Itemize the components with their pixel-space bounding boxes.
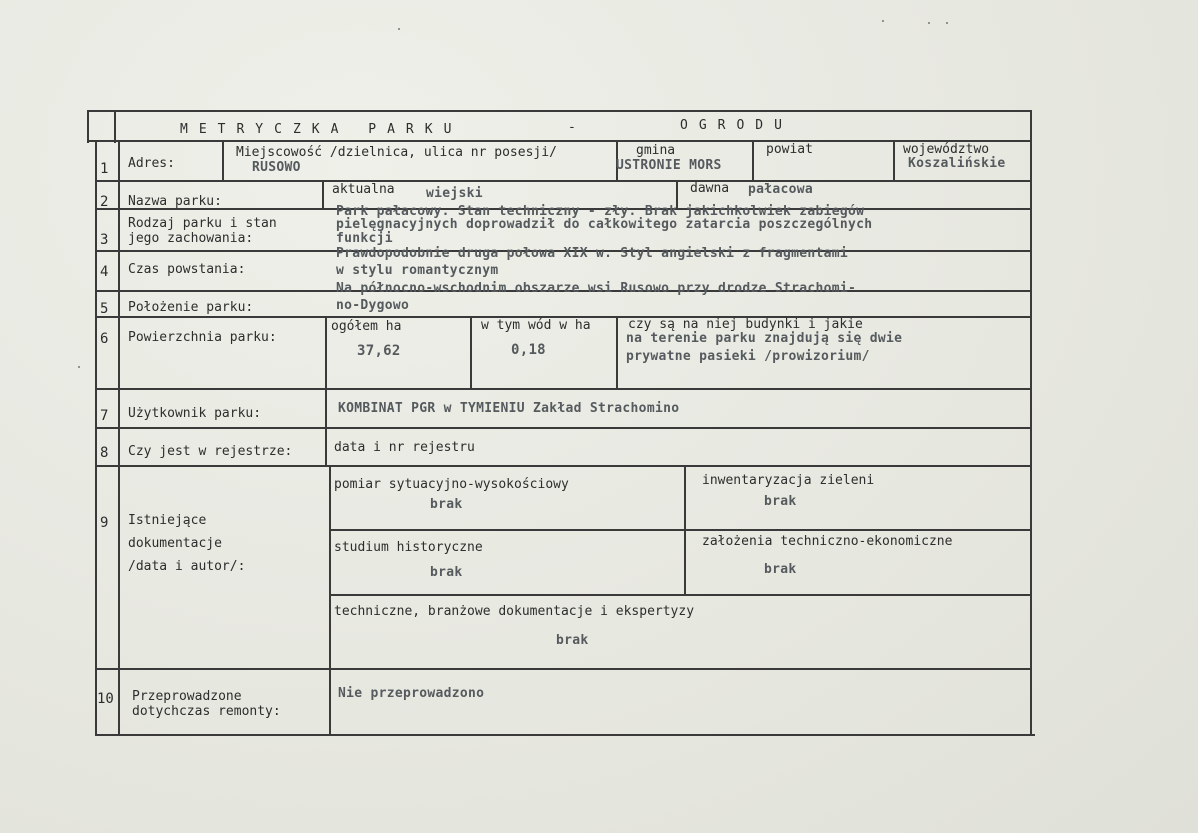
current-name-value: wiejski [426, 186, 483, 201]
table-border-left [95, 140, 97, 736]
total-area-label: ogółem ha [331, 319, 402, 334]
row9-inner-line [330, 529, 1032, 531]
current-name-label: aktualna [332, 182, 395, 197]
tech-econ-label: założenia techniczno-ekonomiczne [702, 534, 953, 549]
documentation-label-cont: /data i autor/: [128, 559, 246, 574]
location-value: Na północno-wschodnim obszarze wsi Rusowo przy drodze Strachomi- [336, 281, 857, 296]
row9-divider [684, 465, 686, 596]
paper-speck [78, 366, 80, 368]
park-type-label-cont: jego zachowania: [128, 231, 254, 246]
paper-speck [882, 20, 884, 22]
row-line [95, 465, 1032, 467]
row-number: 5 [100, 301, 109, 317]
row1-divider [222, 140, 224, 182]
buildings-value-cont: prywatne pasieki /prowizorium/ [626, 349, 870, 364]
buildings-value: na terenie parku znajdują się dwie [626, 331, 903, 346]
locality-value: RUSOWO [252, 160, 301, 175]
locality-label: Miejscowość /dzielnica, ulica nr posesji/ [236, 145, 557, 160]
historical-study-label: studium historyczne [334, 540, 483, 555]
technical-docs-label: techniczne, branżowe dokumentacje i ekspertyzy [334, 604, 695, 619]
former-name-value: pałacowa [748, 182, 814, 197]
row-line [95, 180, 1032, 182]
gmina-value: USTRONIE MORS [616, 158, 722, 173]
renovations-label: Przeprowadzone [132, 689, 242, 704]
row-number: 3 [100, 232, 109, 248]
documentation-label: Istniejące [128, 513, 207, 528]
park-user-label: Użytkownik parku: [128, 406, 262, 421]
address-label: Adres: [128, 156, 175, 171]
table-border-left-top [87, 110, 89, 143]
row-line [95, 388, 1032, 390]
technical-docs-value: brak [556, 633, 589, 648]
row-line [95, 427, 1032, 429]
row-number: 9 [100, 515, 109, 531]
historical-study-value: brak [430, 565, 463, 580]
form-title: METRYCZKA PARKU [180, 122, 463, 137]
row6-divider [616, 316, 618, 390]
table-border-top [87, 110, 1032, 112]
row-number: 7 [100, 408, 109, 424]
row-number: 2 [100, 194, 109, 210]
green-inventory-label: inwentaryzacja zieleni [702, 473, 875, 488]
voivodeship-value: Koszalińskie [908, 156, 1006, 171]
row6-divider [470, 316, 472, 390]
paper-speck [928, 22, 930, 24]
registry-value: data i nr rejestru [334, 440, 475, 455]
label-column-divider [325, 316, 327, 467]
row2-divider [322, 180, 324, 210]
row1-divider [752, 140, 754, 182]
powiat-label: powiat [766, 142, 813, 157]
row-number: 4 [100, 264, 109, 280]
row-number: 6 [100, 331, 109, 347]
num-column-divider-top [114, 110, 116, 143]
paper-speck [946, 22, 948, 24]
num-column-divider [118, 140, 120, 736]
total-area-value: 37,62 [357, 343, 401, 359]
park-name-label: Nazwa parku: [128, 194, 222, 209]
creation-time-value: Prawdopodobnie druga połowa XIX w. Styl angielski z fragmentami [336, 246, 848, 261]
row-line [87, 140, 1032, 142]
title-dash: - [568, 120, 576, 135]
location-label: Położenie parku: [128, 300, 254, 315]
water-area-value: 0,18 [511, 342, 546, 358]
row-line [95, 668, 1032, 670]
table-border-right [1030, 110, 1032, 736]
row-number: 8 [100, 445, 109, 461]
tech-econ-value: brak [764, 562, 797, 577]
park-user-value: KOMBINAT PGR w TYMIENIU Zakład Strachomino [338, 401, 680, 416]
former-name-label: dawna [690, 181, 730, 196]
voivodeship-label: województwo [903, 142, 990, 157]
row-number: 1 [100, 161, 109, 177]
renovations-value: Nie przeprowadzono [338, 686, 485, 701]
label-column-divider-lower [329, 465, 331, 736]
documentation-label-cont: dokumentacje [128, 536, 222, 551]
survey-label: pomiar sytuacyjno-wysokościowy [334, 477, 569, 492]
creation-time-label: Czas powstania: [128, 262, 246, 277]
row-number: 10 [97, 691, 114, 707]
paper-speck [398, 28, 400, 30]
survey-value: brak [430, 497, 463, 512]
row1-divider [893, 140, 895, 182]
buildings-label: czy są na niej budynki i jakie [628, 317, 863, 332]
park-type-value-cont: funkcji [336, 231, 393, 246]
creation-time-value-cont: w stylu romantycznym [336, 263, 499, 278]
location-value-cont: no-Dygowo [336, 298, 410, 313]
park-type-value-cont: pielęgnacyjnych doprowadził do całkowitego zatarcia poszczególnych [336, 217, 873, 232]
row9-inner-line [330, 594, 1032, 596]
gmina-label: gmina [636, 143, 676, 158]
water-area-label: w tym wód w ha [481, 318, 591, 333]
renovations-label-cont: dotychczas remonty: [132, 704, 281, 719]
registry-label: Czy jest w rejestrze: [128, 444, 293, 459]
area-label: Powierzchnia parku: [128, 330, 277, 345]
form-title-suffix: OGRODU [680, 118, 793, 133]
table-border-bottom [95, 734, 1035, 736]
green-inventory-value: brak [764, 494, 797, 509]
park-type-value: Park pałacowy. Stan techniczny - zły. Brak jakichkolwiek zabiegów [336, 204, 865, 219]
park-type-label: Rodzaj parku i stan [128, 216, 277, 231]
